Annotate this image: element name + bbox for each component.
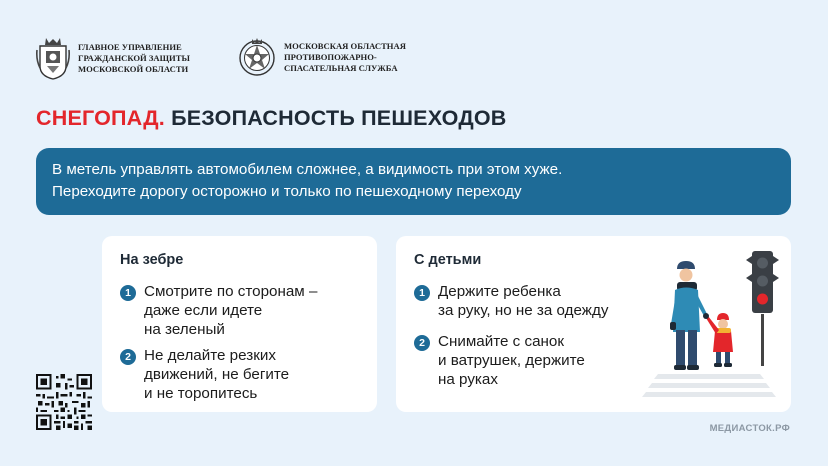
source-label: МЕДИАСТОК.РФ <box>709 423 790 434</box>
item-text: Держите ребенка за руку, но не за одежду <box>438 283 609 319</box>
pedestrian-crossing-illustration <box>640 246 785 406</box>
list-item <box>414 332 585 389</box>
title-accent: СНЕГОПАД. <box>36 106 165 130</box>
title-rest: БЕЗОПАСНОСТЬ ПЕШЕХОДОВ <box>171 106 507 130</box>
item-number: 1 <box>120 285 136 301</box>
banner-line: В метель управлять автомобилем сложнее, а видимость при этом хуже. <box>52 161 563 178</box>
adult-figure-icon <box>670 261 707 370</box>
card-title: На зебре <box>120 252 184 268</box>
item-text: Снимайте с санок и ватрушек, держите на руках <box>438 333 585 388</box>
org-gu-gz <box>36 36 190 80</box>
org-name: МОСКОВСКАЯ ОБЛАСТНАЯ ПРОТИВОПОЖАРНО- СПАСАТЕЛЬНАЯ СЛУЖБА <box>284 40 406 73</box>
traffic-light-icon <box>746 251 779 366</box>
banner-line: Переходите дорогу осторожно и только по пешеходному переходу <box>52 183 522 200</box>
page-title <box>36 106 506 131</box>
item-text: Не делайте резких движений, не бегите и не торопитесь <box>144 347 290 402</box>
zebra-crossing-icon <box>642 374 776 397</box>
list-item <box>414 282 608 320</box>
qr-code-icon[interactable] <box>36 374 92 430</box>
child-figure-icon <box>706 313 733 367</box>
org-mopss <box>238 36 406 78</box>
info-banner <box>36 148 791 215</box>
card-zebra <box>102 236 377 412</box>
list-item <box>120 282 317 339</box>
list-item <box>120 346 289 403</box>
item-number: 2 <box>414 335 430 351</box>
fire-rescue-emblem-icon <box>238 36 276 78</box>
moscow-oblast-coat-of-arms-icon <box>36 36 70 80</box>
card-title: С детьми <box>414 252 482 268</box>
item-number: 2 <box>120 349 136 365</box>
item-text: Смотрите по сторонам – даже если идете на зеленый <box>144 283 318 338</box>
org-name: ГЛАВНОЕ УПРАВЛЕНИЕ ГРАЖДАНСКОЙ ЗАЩИТЫ МОСКОВСКОЙ ОБЛАСТИ <box>78 41 190 74</box>
item-number: 1 <box>414 285 430 301</box>
